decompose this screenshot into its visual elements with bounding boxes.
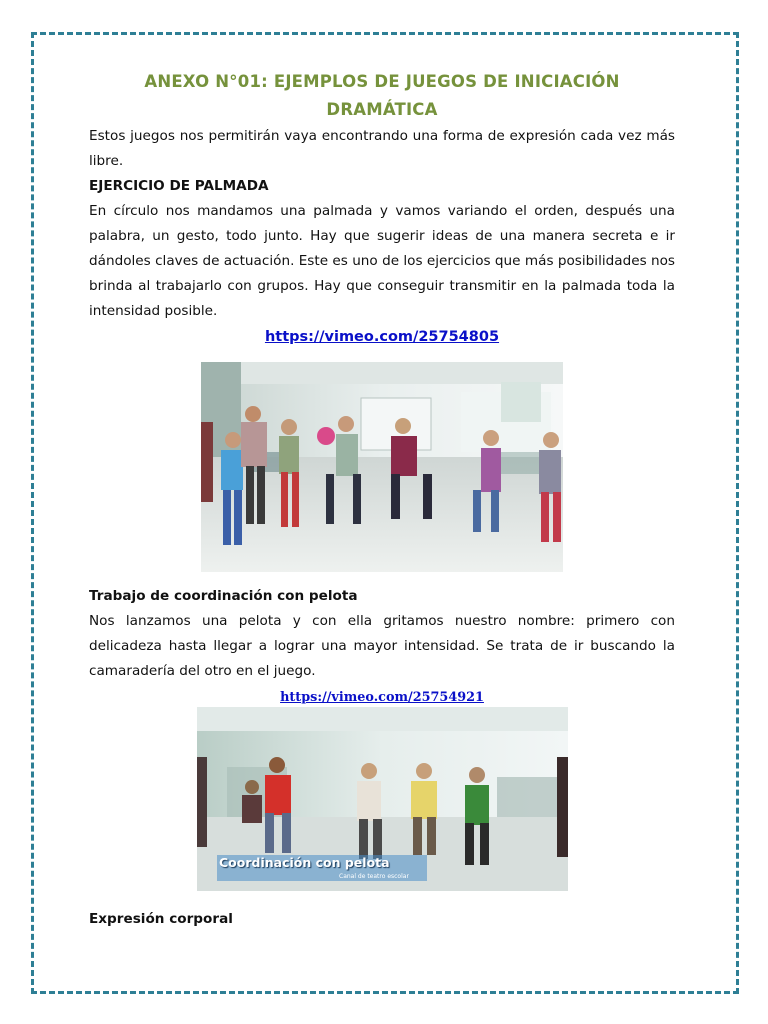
vimeo-link-palmada[interactable]: https://vimeo.com/25754805: [264, 329, 500, 345]
section-heading-expresion: Expresión corporal: [89, 911, 233, 927]
document-title: ANEXO N°01: EJEMPLOS DE JUEGOS DE INICIACIÓN DRAMÁTICA: [144, 72, 620, 119]
video-subcaption: Canal de teatro escolar: [339, 873, 409, 880]
vimeo-link-pelota[interactable]: https://vimeo.com/25754921: [280, 690, 484, 705]
palmada-paragraph: En círculo nos mandamos una palmada y vamos variando el orden, después una palabra, un gesto, todo junto. Hay que sugerir ideas de una manera secreta e ir dándoles claves de actuación. Este es uno de los ejercicios que más posibilidades nos brinda al trabajarlo con grupos. Hay que conseguir transmitir en la palmada toda la intensidad posible.: [89, 203, 675, 319]
pelota-video-thumbnail[interactable]: [197, 707, 568, 891]
link-row-1: [89, 325, 675, 350]
video-caption: Coordinación con pelota: [219, 855, 390, 870]
section-heading-pelota: Trabajo de coordinación con pelota: [89, 588, 358, 604]
intro-paragraph: Estos juegos nos permitirán vaya encontrando una forma de expresión cada vez más libre.: [89, 128, 675, 169]
pelota-paragraph: Nos lanzamos una pelota y con ella gritamos nuestro nombre: primero con delicadeza hasta llegar a lograr una mayor intensidad. Se trata de ir buscando la camaradería del otro en el juego.: [89, 613, 675, 679]
palmada-exercise-photo: [201, 362, 563, 572]
section-heading-palmada: EJERCICIO DE PALMADA: [89, 178, 269, 194]
